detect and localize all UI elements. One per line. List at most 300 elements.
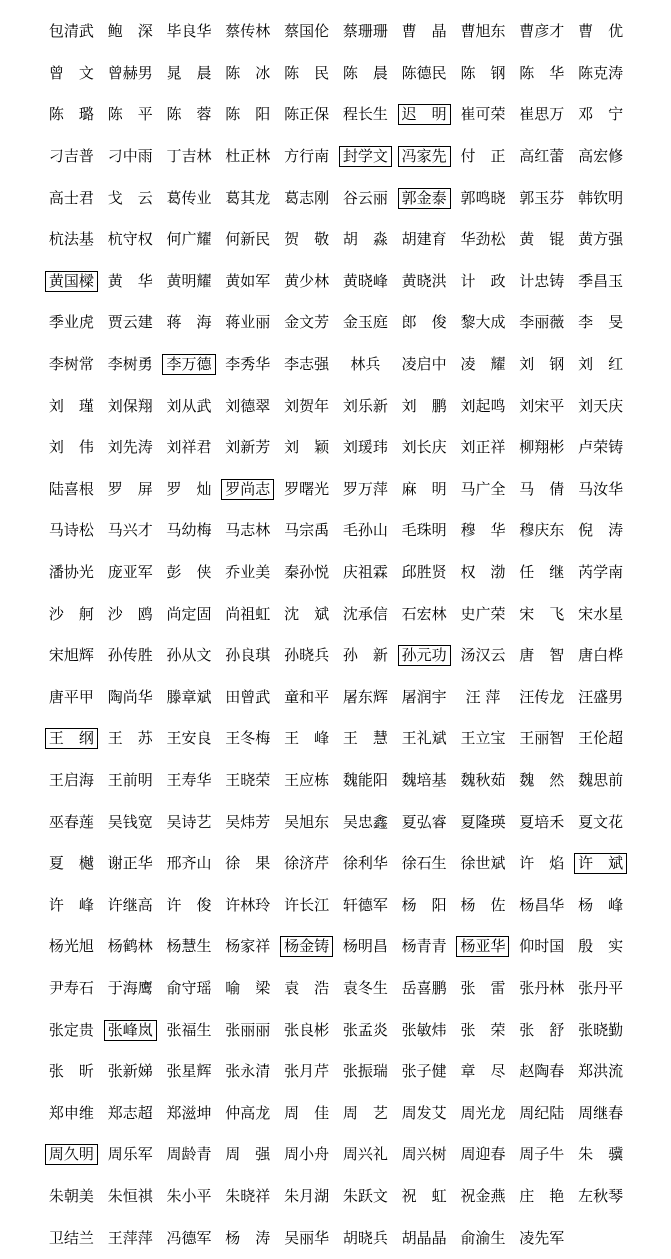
name: 张定贵 — [48, 1020, 94, 1039]
name: 夏文花 — [578, 812, 624, 831]
name-cell — [454, 718, 513, 760]
name: 徐济芹 — [284, 854, 330, 873]
name: 崔思万 — [519, 105, 565, 124]
name-boxed: 张峰岚 — [104, 1020, 157, 1041]
name-cell — [160, 552, 219, 594]
name: 刘 伟 — [48, 438, 94, 457]
name-cell — [218, 926, 277, 968]
name-cell — [454, 843, 513, 885]
name-cell — [336, 1092, 395, 1134]
name: 王寿华 — [166, 770, 212, 789]
name: 刘从武 — [166, 396, 212, 415]
name-cell — [571, 718, 630, 760]
name-cell — [336, 1134, 395, 1176]
name-cell — [277, 1051, 336, 1093]
name: 王 峰 — [284, 729, 330, 748]
name-cell — [101, 136, 160, 178]
name-cell — [454, 1009, 513, 1051]
name-cell — [454, 53, 513, 95]
name-cell — [512, 1009, 571, 1051]
name: 邢齐山 — [166, 854, 212, 873]
name: 张 昕 — [48, 1062, 94, 1081]
name: 周乐军 — [107, 1145, 153, 1164]
name: 胡晶晶 — [401, 1228, 447, 1247]
name-cell — [454, 801, 513, 843]
name-cell — [101, 261, 160, 303]
name-cell — [160, 510, 219, 552]
name-cell — [218, 760, 277, 802]
name: 蔡国伦 — [284, 22, 330, 41]
name: 罗万萍 — [342, 479, 388, 498]
name: 徐世斌 — [460, 854, 506, 873]
name: 许 焰 — [519, 854, 565, 873]
name-cell — [101, 801, 160, 843]
name-cell — [42, 53, 101, 95]
name: 陈克涛 — [578, 63, 624, 82]
name: 张 舒 — [519, 1020, 565, 1039]
name-cell — [336, 344, 395, 386]
name: 穆 华 — [460, 521, 506, 540]
name: 任 继 — [519, 563, 565, 582]
name-cell — [101, 1051, 160, 1093]
name-cell — [571, 760, 630, 802]
name-cell — [277, 718, 336, 760]
name: 杨昌华 — [519, 895, 565, 914]
name: 许 峰 — [48, 895, 94, 914]
name-cell — [454, 344, 513, 386]
name-cell — [454, 261, 513, 303]
name-cell — [101, 1009, 160, 1051]
name: 柳翔彬 — [519, 438, 565, 457]
name: 杨 峰 — [578, 895, 624, 914]
name: 秦孙悦 — [284, 563, 330, 582]
name: 刘正祥 — [460, 438, 506, 457]
name-cell — [512, 1092, 571, 1134]
name: 徐石生 — [401, 854, 447, 873]
name: 包清武 — [48, 22, 94, 41]
name-cell — [218, 1217, 277, 1259]
name-cell — [277, 635, 336, 677]
name: 刘新芳 — [225, 438, 271, 457]
name-cell — [42, 302, 101, 344]
name: 孙 新 — [342, 646, 388, 665]
name-cell — [277, 53, 336, 95]
name-cell — [101, 593, 160, 635]
name: 王萍萍 — [107, 1228, 153, 1247]
name-cell — [277, 1176, 336, 1218]
name-cell — [160, 385, 219, 427]
name-cell — [42, 1134, 101, 1176]
name: 芮学南 — [578, 563, 624, 582]
name: 孙良琪 — [225, 646, 271, 665]
name: 王启海 — [48, 770, 94, 789]
name: 贾云建 — [107, 313, 153, 332]
name: 祝金燕 — [460, 1186, 506, 1205]
name: 华劲松 — [460, 230, 506, 249]
name-cell — [160, 1176, 219, 1218]
name-cell — [571, 510, 630, 552]
name-cell — [454, 1051, 513, 1093]
name-cell — [160, 1009, 219, 1051]
name-cell — [571, 94, 630, 136]
name: 刘 瑾 — [48, 396, 94, 415]
name-cell — [512, 427, 571, 469]
name-cell — [160, 219, 219, 261]
name: 谷云丽 — [342, 188, 388, 207]
name-cell — [336, 1176, 395, 1218]
name-cell — [512, 635, 571, 677]
name-cell — [395, 760, 454, 802]
name-cell — [571, 843, 630, 885]
name: 张 雷 — [460, 978, 506, 997]
name: 宋旭辉 — [48, 646, 94, 665]
name: 朱跃文 — [342, 1186, 388, 1205]
name-cell — [42, 593, 101, 635]
name: 彭 侠 — [166, 563, 212, 582]
name-cell — [395, 635, 454, 677]
name-cell — [218, 53, 277, 95]
name: 张敏炜 — [401, 1020, 447, 1039]
name: 韩钦明 — [578, 188, 624, 207]
name: 尚祖虹 — [225, 604, 271, 623]
name-cell — [395, 219, 454, 261]
name: 鲍 深 — [107, 22, 153, 41]
name-cell — [277, 677, 336, 719]
name-cell — [512, 1134, 571, 1176]
name: 吴钱宽 — [107, 812, 153, 831]
name-cell — [571, 385, 630, 427]
name-cell — [395, 801, 454, 843]
name-boxed: 杨金铸 — [280, 936, 333, 957]
name-cell — [395, 1051, 454, 1093]
name-cell — [101, 760, 160, 802]
name-cell — [454, 427, 513, 469]
name: 蒋业丽 — [225, 313, 271, 332]
name: 郭玉芬 — [519, 188, 565, 207]
name-cell — [42, 344, 101, 386]
name-cell — [571, 219, 630, 261]
name: 吴诗艺 — [166, 812, 212, 831]
name-cell — [454, 760, 513, 802]
name: 孙传胜 — [107, 646, 153, 665]
name: 杨光旭 — [48, 937, 94, 956]
name-cell — [277, 1009, 336, 1051]
name: 陈 民 — [284, 63, 330, 82]
name-cell — [218, 219, 277, 261]
name: 王立宝 — [460, 729, 506, 748]
name-cell — [277, 177, 336, 219]
name-cell — [336, 635, 395, 677]
name-cell — [218, 843, 277, 885]
name: 黎大成 — [460, 313, 506, 332]
name-cell — [101, 677, 160, 719]
name: 计忠铸 — [519, 271, 565, 290]
name-cell — [395, 843, 454, 885]
name: 周纪陆 — [519, 1103, 565, 1122]
name-cell — [395, 136, 454, 178]
name: 黄晓洪 — [401, 271, 447, 290]
name: 马宗禹 — [284, 521, 330, 540]
name: 周兴树 — [401, 1145, 447, 1164]
name-cell — [336, 926, 395, 968]
name-cell — [42, 177, 101, 219]
name: 张丹林 — [519, 978, 565, 997]
name-cell — [571, 344, 630, 386]
name-cell — [42, 427, 101, 469]
name: 庄 艳 — [519, 1186, 565, 1205]
name-cell — [42, 261, 101, 303]
name-cell — [42, 94, 101, 136]
name-cell — [160, 1092, 219, 1134]
name: 葛传业 — [166, 188, 212, 207]
name: 刁中雨 — [107, 147, 153, 166]
name-cell — [160, 427, 219, 469]
name: 杨慧生 — [166, 937, 212, 956]
name: 李丽薇 — [519, 313, 565, 332]
name: 尹寿石 — [48, 978, 94, 997]
name-cell — [42, 1217, 101, 1259]
name-cell — [512, 884, 571, 926]
name: 宋 飞 — [519, 604, 565, 623]
name: 朱恒祺 — [107, 1186, 153, 1205]
name: 王前明 — [107, 770, 153, 789]
name: 周 强 — [225, 1145, 271, 1164]
name: 屠润宇 — [401, 687, 447, 706]
name-cell — [571, 884, 630, 926]
name: 马兴才 — [107, 521, 153, 540]
name-cell — [512, 843, 571, 885]
name-cell — [512, 302, 571, 344]
name-cell — [277, 843, 336, 885]
name: 李志强 — [284, 355, 330, 374]
name: 沈承信 — [342, 604, 388, 623]
name-cell — [395, 1217, 454, 1259]
name: 马汝华 — [578, 479, 624, 498]
name: 汪盛男 — [578, 687, 624, 706]
name: 胡 淼 — [342, 230, 388, 249]
name: 刘宋平 — [519, 396, 565, 415]
name-cell — [512, 136, 571, 178]
name-cell — [336, 801, 395, 843]
name: 王安良 — [166, 729, 212, 748]
name-cell — [336, 968, 395, 1010]
name: 马志林 — [225, 521, 271, 540]
name-cell — [512, 261, 571, 303]
name: 凌启中 — [401, 355, 447, 374]
name: 魏能阳 — [342, 770, 388, 789]
name: 张新娣 — [107, 1062, 153, 1081]
name-boxed: 杨亚华 — [456, 936, 509, 957]
name: 左秋琴 — [578, 1186, 624, 1205]
name: 唐 智 — [519, 646, 565, 665]
name: 周光龙 — [460, 1103, 506, 1122]
name-cell — [512, 1217, 571, 1259]
name: 仰时国 — [519, 937, 565, 956]
name-cell — [160, 926, 219, 968]
name-cell — [336, 593, 395, 635]
name-cell — [336, 385, 395, 427]
name: 程长生 — [342, 105, 388, 124]
name: 刁吉普 — [48, 147, 94, 166]
name-cell — [218, 385, 277, 427]
name: 高士君 — [48, 188, 94, 207]
name-cell — [512, 801, 571, 843]
name: 张孟炎 — [342, 1020, 388, 1039]
name-cell — [160, 801, 219, 843]
name-cell — [336, 94, 395, 136]
name-cell — [277, 552, 336, 594]
name-cell — [42, 1176, 101, 1218]
name-cell — [395, 11, 454, 53]
name: 张 荣 — [460, 1020, 506, 1039]
name-cell — [512, 677, 571, 719]
name-cell — [395, 718, 454, 760]
name-cell — [336, 510, 395, 552]
name-cell — [160, 53, 219, 95]
name-boxed: 郭金泰 — [398, 188, 451, 209]
name: 刘 钢 — [519, 355, 565, 374]
name: 罗 灿 — [166, 479, 212, 498]
name: 黄如军 — [225, 271, 271, 290]
name: 丁吉林 — [166, 147, 212, 166]
name: 刘起鸣 — [460, 396, 506, 415]
name-cell — [454, 385, 513, 427]
name: 杭法基 — [48, 230, 94, 249]
name-cell — [101, 53, 160, 95]
name-cell — [160, 11, 219, 53]
name-cell — [101, 1134, 160, 1176]
name: 袁冬生 — [342, 978, 388, 997]
name: 胡晓兵 — [342, 1228, 388, 1247]
name: 曹 晶 — [401, 22, 447, 41]
name: 胡建育 — [401, 230, 447, 249]
name: 毕良华 — [166, 22, 212, 41]
name-cell — [571, 177, 630, 219]
name-boxed: 许 斌 — [574, 853, 627, 874]
name-cell — [42, 843, 101, 885]
name: 崔可荣 — [460, 105, 506, 124]
name-cell — [277, 884, 336, 926]
name-cell — [512, 1051, 571, 1093]
name-boxed: 周久明 — [45, 1144, 98, 1165]
name: 蔡传林 — [225, 22, 271, 41]
name: 郑志超 — [107, 1103, 153, 1122]
name: 李树常 — [48, 355, 94, 374]
name: 戈 云 — [107, 188, 153, 207]
name: 黄少林 — [284, 271, 330, 290]
name: 杨 佐 — [460, 895, 506, 914]
name-cell — [571, 136, 630, 178]
name: 李秀华 — [225, 355, 271, 374]
name-cell — [571, 1009, 630, 1051]
name: 黄晓峰 — [342, 271, 388, 290]
name: 朱 骥 — [578, 1145, 624, 1164]
name: 轩德军 — [342, 895, 388, 914]
name-cell — [454, 1217, 513, 1259]
name-cell — [512, 926, 571, 968]
name: 王 苏 — [107, 729, 153, 748]
name-cell — [454, 926, 513, 968]
name: 葛其龙 — [225, 188, 271, 207]
name-cell — [218, 635, 277, 677]
name-cell — [42, 884, 101, 926]
name-cell — [395, 177, 454, 219]
name-cell — [42, 136, 101, 178]
name: 邱胜贤 — [401, 563, 447, 582]
name-boxed: 孙元功 — [398, 645, 451, 666]
name: 朱晓祥 — [225, 1186, 271, 1205]
name: 贺 敬 — [284, 230, 330, 249]
name: 林兵 — [350, 355, 381, 374]
name-cell — [512, 11, 571, 53]
name-cell — [512, 53, 571, 95]
name-cell — [395, 510, 454, 552]
name-cell — [512, 219, 571, 261]
name-cell — [218, 427, 277, 469]
name: 岳喜鹏 — [401, 978, 447, 997]
name-cell — [277, 593, 336, 635]
name-cell — [218, 968, 277, 1010]
name: 巫春莲 — [48, 812, 94, 831]
name-cell — [218, 1009, 277, 1051]
name: 滕章斌 — [166, 687, 212, 706]
name-boxed: 李万德 — [162, 354, 215, 375]
name: 葛志刚 — [284, 188, 330, 207]
name-cell — [42, 760, 101, 802]
name-cell — [160, 136, 219, 178]
name: 吴旭东 — [284, 812, 330, 831]
name-cell — [277, 261, 336, 303]
name: 郑申维 — [48, 1103, 94, 1122]
name: 张丽丽 — [225, 1020, 271, 1039]
name-cell — [218, 94, 277, 136]
name-cell — [454, 884, 513, 926]
name-cell — [42, 635, 101, 677]
name: 周龄青 — [166, 1145, 212, 1164]
name-cell — [277, 1092, 336, 1134]
name: 周继春 — [578, 1103, 624, 1122]
name: 曹 优 — [578, 22, 624, 41]
name: 高红蕾 — [519, 147, 565, 166]
name-cell — [160, 261, 219, 303]
name: 陈 冰 — [225, 63, 271, 82]
name-cell — [42, 801, 101, 843]
name: 王丽智 — [519, 729, 565, 748]
name: 穆庆东 — [519, 521, 565, 540]
name: 史广荣 — [460, 604, 506, 623]
name: 郎 俊 — [401, 313, 447, 332]
name-cell — [336, 1009, 395, 1051]
name-cell — [454, 1092, 513, 1134]
name-cell — [571, 677, 630, 719]
name: 屠东辉 — [342, 687, 388, 706]
name-cell — [512, 968, 571, 1010]
name-cell — [454, 1176, 513, 1218]
name-cell — [571, 1176, 630, 1218]
name-cell — [454, 136, 513, 178]
name: 俞渝生 — [460, 1228, 506, 1247]
name: 魏秋茹 — [460, 770, 506, 789]
name: 王伦超 — [578, 729, 624, 748]
name: 夏弘睿 — [401, 812, 447, 831]
name: 张晓勤 — [578, 1020, 624, 1039]
name: 陈 华 — [519, 63, 565, 82]
name: 金文芳 — [284, 313, 330, 332]
name-cell — [101, 385, 160, 427]
name-cell — [336, 1051, 395, 1093]
name: 杜正林 — [225, 147, 271, 166]
name: 杨青青 — [401, 937, 447, 956]
